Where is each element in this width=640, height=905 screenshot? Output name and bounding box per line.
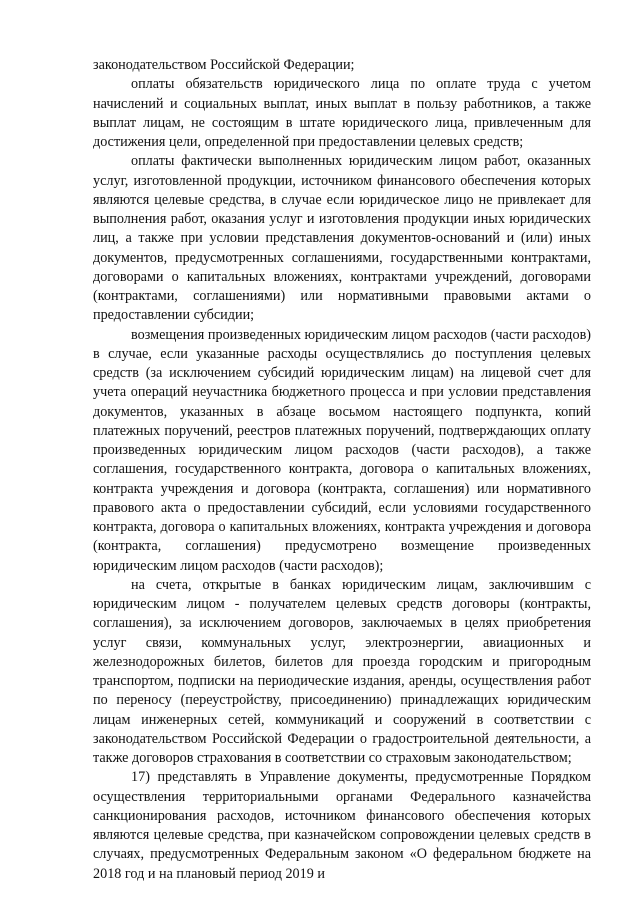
paragraph-expense-reimbursement: возмещения произведенных юридическим лицом расходов (части расходов) в случае, если указанные расходы осуществлялись до поступления целевых средств (за исключением субсидий юридическим лицам) на лицевой счет для учета операций неучастника бюджетного процесса и при условии представления документов, указанных в абзаце восьмом настоящего подпункта, копий платежных поручений, реестров платежных поручений, подтверждающих оплату произведенных юридическим лицом расходов (части расходов), а также соглашения, государственного контракта, договора о капитальных вложениях, контракта учреждения и договора (контракта, соглашения) или нормативного правового акта о предоставлении субсидий, если условиями государственного контракта, договора о капитальных вложениях, контракта учреждения и договора (контракта, соглашения) предусмотрено возмещение произведенных юридическим лицом расходов (части расходов); [93, 326, 591, 574]
paragraph-bank-accounts: на счета, открытые в банках юридическим лицам, заключившим с юридическим лицом - получателем целевых средств договоры (контракты, соглашения), за исключением договоров, заключаемых в целях приобретения услуг связи, коммунальных услуг, электроэнергии, авиационных и железнодорожных билетов, билетов для проезда городским и пригородным транспортом, подписки на периодические издания, аренды, осуществления работ по переносу (переустройству, присоединению) принадлежащих юридическим лицам инженерных сетей, коммуникаций и сооружений в соответствии с законодательством Российской Федерации о градостроительной деятельности, а также договоров страхования в соответствии со страховым законодательством; [93, 576, 591, 766]
paragraph-continuation: законодательством Российской Федерации; [93, 57, 355, 73]
paragraph-work-payments: оплаты фактически выполненных юридическим лицом работ, оказанных услуг, изготовленной продукции, источником финансового обеспечения которых являются целевые средства, в случае если юридическое лицо не привлекает для выполнения работ, оказания услуг и изготовления продукции иных юридических лиц, а также при условии представления документов-оснований и (или) иных документов, предусмотренных соглашениями, государственными контрактами, договорами о капитальных вложениях, контрактами учреждений, договорами (контрактами, соглашениями) или нормативными правовыми актами о предоставлении субсидии; [93, 153, 591, 324]
document-page [93, 56, 591, 884]
paragraph-item-17: 17) представлять в Управление документы, предусмотренные Порядком осуществления территориальными органами Федерального казначейства санкционирования расходов, источником финансового обеспечения которых являются целевые средства, при казначейском сопровождении целевых средств в случаях, предусмотренных Федеральным законом «О федеральном бюджете на 2018 год и на плановый период 2019 и [93, 769, 591, 882]
paragraph-labor-payments: оплаты обязательств юридического лица по оплате труда с учетом начислений и социальных выплат, иных выплат в пользу работников, а также выплат лицам, не состоящим в штате юридического лица, привлеченным для достижения цели, определенной при предоставлении целевых средств; [93, 76, 591, 150]
